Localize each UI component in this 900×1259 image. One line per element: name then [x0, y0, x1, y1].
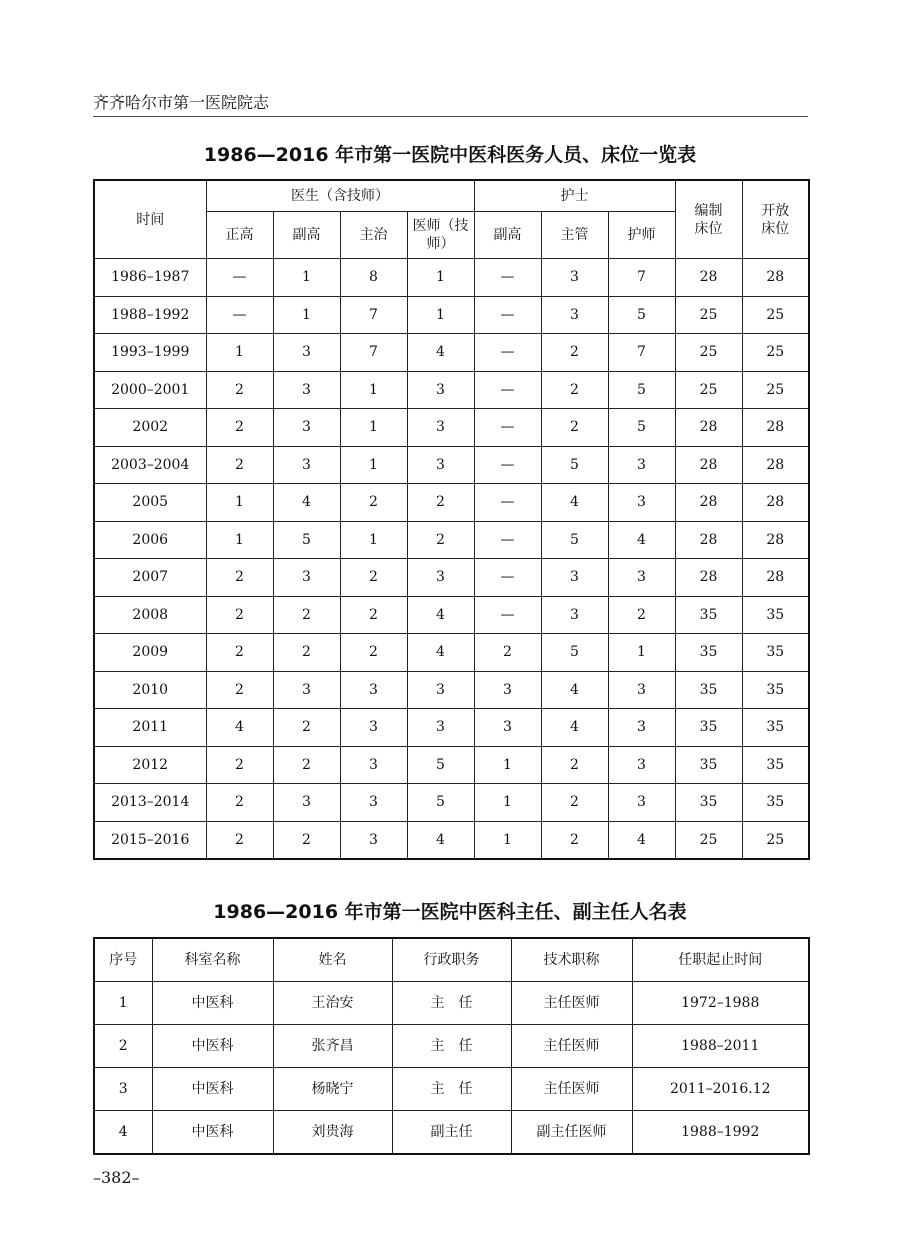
table-cell: 2009	[94, 634, 206, 672]
table-cell: 副主任	[392, 1111, 511, 1155]
table-cell: 2012	[94, 746, 206, 784]
table-cell: 5	[541, 446, 608, 484]
table-cell: 3	[608, 559, 675, 597]
table-row	[94, 371, 809, 409]
table-cell: 2007	[94, 559, 206, 597]
table-cell: 4	[541, 709, 608, 747]
table-cell: 7	[340, 296, 407, 334]
table-cell: 25	[675, 371, 742, 409]
table-cell: 中医科	[152, 1111, 273, 1155]
table-cell: 2006	[94, 521, 206, 559]
table-cell: 2	[206, 671, 273, 709]
running-header-title: 齐齐哈尔市第一医院院志	[93, 93, 270, 112]
header-doctor-attending: 主治	[340, 212, 407, 259]
table2-title: 1986—2016 年市第一医院中医科主任、副主任人名表	[213, 901, 687, 923]
table-cell: 28	[675, 484, 742, 522]
table-cell: 4	[541, 484, 608, 522]
table-cell: 2003–2004	[94, 446, 206, 484]
table-cell: 2	[541, 371, 608, 409]
table-cell: 1988–1992	[632, 1111, 809, 1155]
table-cell: 2	[541, 409, 608, 447]
table-cell: 2	[541, 821, 608, 859]
table-cell: 35	[675, 709, 742, 747]
table-cell: 3	[474, 671, 541, 709]
table-cell: 1	[273, 259, 340, 297]
table-cell: 25	[675, 334, 742, 372]
header-time: 时间	[94, 180, 206, 259]
table-cell: 杨晓宁	[273, 1068, 392, 1111]
table-cell: 2000–2001	[94, 371, 206, 409]
table-row	[94, 484, 809, 522]
table-row	[94, 784, 809, 822]
table-cell: 1	[206, 484, 273, 522]
table-cell: 35	[742, 746, 809, 784]
table-cell: —	[206, 296, 273, 334]
table-cell: 1	[340, 446, 407, 484]
table-cell: 4	[273, 484, 340, 522]
table-cell: 3	[407, 709, 474, 747]
table-cell: 2	[407, 484, 474, 522]
table-cell: 主任医师	[511, 1025, 632, 1068]
table-cell: 5	[608, 371, 675, 409]
table-cell: 3	[340, 709, 407, 747]
header-doctor-physician	[407, 212, 474, 259]
table-cell: 2	[340, 596, 407, 634]
header-open-beds-text: 开放床位	[761, 202, 790, 237]
table-cell: 张齐昌	[273, 1025, 392, 1068]
table-cell: 1	[474, 784, 541, 822]
table-cell: —	[474, 371, 541, 409]
table-cell: 3	[608, 746, 675, 784]
table-row	[94, 634, 809, 672]
header-nurse-nurse: 护师	[608, 212, 675, 259]
table-cell: 1988–2011	[632, 1025, 809, 1068]
table-cell: 2	[407, 521, 474, 559]
table-cell: 2	[541, 334, 608, 372]
table-cell: 主 任	[392, 982, 511, 1025]
table-cell: 中医科	[152, 1068, 273, 1111]
table-cell: —	[474, 334, 541, 372]
table-cell: —	[474, 296, 541, 334]
header-doctor-group: 医生（含技师）	[206, 180, 474, 212]
table-cell: 25	[742, 371, 809, 409]
table-cell: 2010	[94, 671, 206, 709]
table-cell: 2	[541, 746, 608, 784]
table-cell: —	[206, 259, 273, 297]
table-cell: 5	[541, 521, 608, 559]
header-open-beds	[742, 180, 809, 259]
table-cell: 2	[340, 559, 407, 597]
table-cell: 4	[206, 709, 273, 747]
table-cell: 3	[340, 821, 407, 859]
table-row	[94, 521, 809, 559]
table-cell: 4	[541, 671, 608, 709]
table-cell: 2008	[94, 596, 206, 634]
table-cell: 2	[206, 634, 273, 672]
table-cell: 2005	[94, 484, 206, 522]
table-cell: 3	[474, 709, 541, 747]
table-cell: 3	[407, 559, 474, 597]
table-cell: 3	[340, 784, 407, 822]
table-cell: 28	[742, 559, 809, 597]
table-cell: 主 任	[392, 1025, 511, 1068]
table-cell: 2	[273, 634, 340, 672]
table-cell: 4	[407, 821, 474, 859]
table-cell: 3	[340, 746, 407, 784]
table-cell: 3	[541, 296, 608, 334]
table-cell: 3	[608, 709, 675, 747]
table-cell: 1	[407, 296, 474, 334]
table-cell: 王治安	[273, 982, 392, 1025]
table-cell: 3	[541, 259, 608, 297]
table-cell: 3	[273, 446, 340, 484]
table-cell: 3	[94, 1068, 152, 1111]
table-cell: 25	[742, 296, 809, 334]
table-row	[94, 259, 809, 297]
table-cell: 3	[608, 484, 675, 522]
table-cell: 5	[608, 409, 675, 447]
header-doctor-chief: 正高	[206, 212, 273, 259]
table-row	[94, 821, 809, 859]
table-cell: 1988–1992	[94, 296, 206, 334]
table-cell: 25	[675, 296, 742, 334]
table-cell: 35	[742, 709, 809, 747]
table-cell: 2011–2016.12	[632, 1068, 809, 1111]
table-cell: 7	[340, 334, 407, 372]
table-cell: 28	[742, 521, 809, 559]
table-cell: 3	[407, 671, 474, 709]
table-cell: —	[474, 559, 541, 597]
table-cell: 4	[608, 821, 675, 859]
table-cell: 3	[541, 596, 608, 634]
table-row	[94, 1068, 809, 1111]
header-admin-post: 行政职务	[392, 938, 511, 982]
table-cell: 1	[608, 634, 675, 672]
table-cell: 3	[541, 559, 608, 597]
table-cell: 7	[608, 334, 675, 372]
table-cell: 3	[608, 671, 675, 709]
table-cell: 1	[340, 371, 407, 409]
table-cell: 28	[675, 409, 742, 447]
table-cell: 28	[742, 484, 809, 522]
table-cell: 2013–2014	[94, 784, 206, 822]
table-row	[94, 446, 809, 484]
table-cell: 35	[675, 596, 742, 634]
table-cell: 3	[407, 371, 474, 409]
table-cell: 28	[675, 559, 742, 597]
table-cell: 2015–2016	[94, 821, 206, 859]
table-cell: 2	[206, 784, 273, 822]
table-cell: 刘贵海	[273, 1111, 392, 1155]
table-cell: 35	[675, 634, 742, 672]
table-cell: 35	[742, 634, 809, 672]
table-cell: 1	[273, 296, 340, 334]
table-cell: 35	[742, 784, 809, 822]
table-cell: 2011	[94, 709, 206, 747]
table-cell: 1	[474, 746, 541, 784]
table-cell: 35	[742, 596, 809, 634]
directors-table	[93, 937, 810, 1155]
table-cell: 3	[340, 671, 407, 709]
table-cell: 2	[206, 409, 273, 447]
table-cell: 1	[407, 259, 474, 297]
table-cell: —	[474, 484, 541, 522]
page-number: –382–	[93, 1168, 140, 1187]
table-cell: 5	[407, 784, 474, 822]
table-cell: 主任医师	[511, 1068, 632, 1111]
table-cell: 2	[206, 371, 273, 409]
table-cell: 25	[742, 334, 809, 372]
table-cell: 2	[273, 746, 340, 784]
table-cell: 1972–1988	[632, 982, 809, 1025]
table-cell: 1	[206, 521, 273, 559]
header-planned-beds	[675, 180, 742, 259]
table-cell: 2	[608, 596, 675, 634]
table-cell: 4	[407, 634, 474, 672]
header-nurse-group: 护士	[474, 180, 675, 212]
table-cell: 2	[273, 821, 340, 859]
table-cell: 副主任医师	[511, 1111, 632, 1155]
table-cell: 28	[675, 521, 742, 559]
table-cell: 2	[206, 559, 273, 597]
table-cell: 1	[340, 521, 407, 559]
table-cell: 2	[206, 746, 273, 784]
staff-beds-table-body	[94, 259, 809, 860]
table-cell: 2	[206, 446, 273, 484]
table-cell: 35	[742, 671, 809, 709]
table-row	[94, 671, 809, 709]
table-cell: 4	[407, 334, 474, 372]
table-cell: 2	[273, 596, 340, 634]
table-cell: 2	[206, 821, 273, 859]
table-cell: 2	[94, 1025, 152, 1068]
table-cell: —	[474, 409, 541, 447]
table-cell: 1	[94, 982, 152, 1025]
table-cell: 8	[340, 259, 407, 297]
header-seq: 序号	[94, 938, 152, 982]
table-cell: 3	[273, 409, 340, 447]
header-nurse-supervisor: 主管	[541, 212, 608, 259]
table-row	[94, 709, 809, 747]
staff-beds-table	[93, 179, 810, 860]
table-cell: 2	[474, 634, 541, 672]
table-cell: 3	[273, 334, 340, 372]
table-cell: 4	[407, 596, 474, 634]
table-cell: 主 任	[392, 1068, 511, 1111]
table-cell: 主任医师	[511, 982, 632, 1025]
table-cell: 1	[340, 409, 407, 447]
table-cell: 1	[206, 334, 273, 372]
table-row	[94, 409, 809, 447]
table-row	[94, 296, 809, 334]
table-cell: 中医科	[152, 982, 273, 1025]
table-cell: 3	[608, 446, 675, 484]
table-cell: 35	[675, 671, 742, 709]
table-cell: 5	[407, 746, 474, 784]
table-cell: 3	[273, 671, 340, 709]
table-cell: 1986–1987	[94, 259, 206, 297]
table1-title: 1986—2016 年市第一医院中医科医务人员、床位一览表	[203, 144, 697, 166]
table-cell: 5	[608, 296, 675, 334]
header-name: 姓名	[273, 938, 392, 982]
header-tenure: 任职起止时间	[632, 938, 809, 982]
table-row	[94, 334, 809, 372]
table-cell: 2	[206, 596, 273, 634]
table-row	[94, 1025, 809, 1068]
table-cell: 1993–1999	[94, 334, 206, 372]
table-row	[94, 1111, 809, 1155]
table-cell: 3	[407, 409, 474, 447]
table-cell: 25	[675, 821, 742, 859]
table-cell: 7	[608, 259, 675, 297]
table-row	[94, 746, 809, 784]
header-dept: 科室名称	[152, 938, 273, 982]
table-cell: —	[474, 521, 541, 559]
table-cell: 4	[608, 521, 675, 559]
table-cell: 28	[675, 259, 742, 297]
table-cell: 5	[541, 634, 608, 672]
table-cell: 2	[340, 634, 407, 672]
directors-table-body	[94, 982, 809, 1155]
table-cell: 5	[273, 521, 340, 559]
header-tech-title: 技术职称	[511, 938, 632, 982]
table-cell: 3	[273, 559, 340, 597]
table-row	[94, 559, 809, 597]
table-cell: 35	[675, 784, 742, 822]
table-cell: —	[474, 596, 541, 634]
table-cell: 3	[608, 784, 675, 822]
table-cell: 35	[675, 746, 742, 784]
table-cell: 3	[407, 446, 474, 484]
table-cell: 3	[273, 371, 340, 409]
table-cell: 3	[273, 784, 340, 822]
table-cell: 中医科	[152, 1025, 273, 1068]
table-row	[94, 982, 809, 1025]
table-cell: 2002	[94, 409, 206, 447]
table-cell: 28	[742, 259, 809, 297]
table-cell: 1	[474, 821, 541, 859]
table-cell: 4	[94, 1111, 152, 1155]
table-cell: —	[474, 259, 541, 297]
header-doctor-associate: 副高	[273, 212, 340, 259]
table-row	[94, 596, 809, 634]
table-cell: 28	[675, 446, 742, 484]
table-cell: —	[474, 446, 541, 484]
table-cell: 28	[742, 409, 809, 447]
header-doctor-physician-text: 医师（技师）	[412, 218, 469, 252]
table-cell: 2	[273, 709, 340, 747]
table-cell: 2	[541, 784, 608, 822]
header-nurse-associate: 副高	[474, 212, 541, 259]
table-cell: 2	[340, 484, 407, 522]
table-cell: 28	[742, 446, 809, 484]
table-cell: 25	[742, 821, 809, 859]
header-planned-beds-text: 编制床位	[694, 202, 723, 237]
header-rule	[93, 116, 808, 117]
